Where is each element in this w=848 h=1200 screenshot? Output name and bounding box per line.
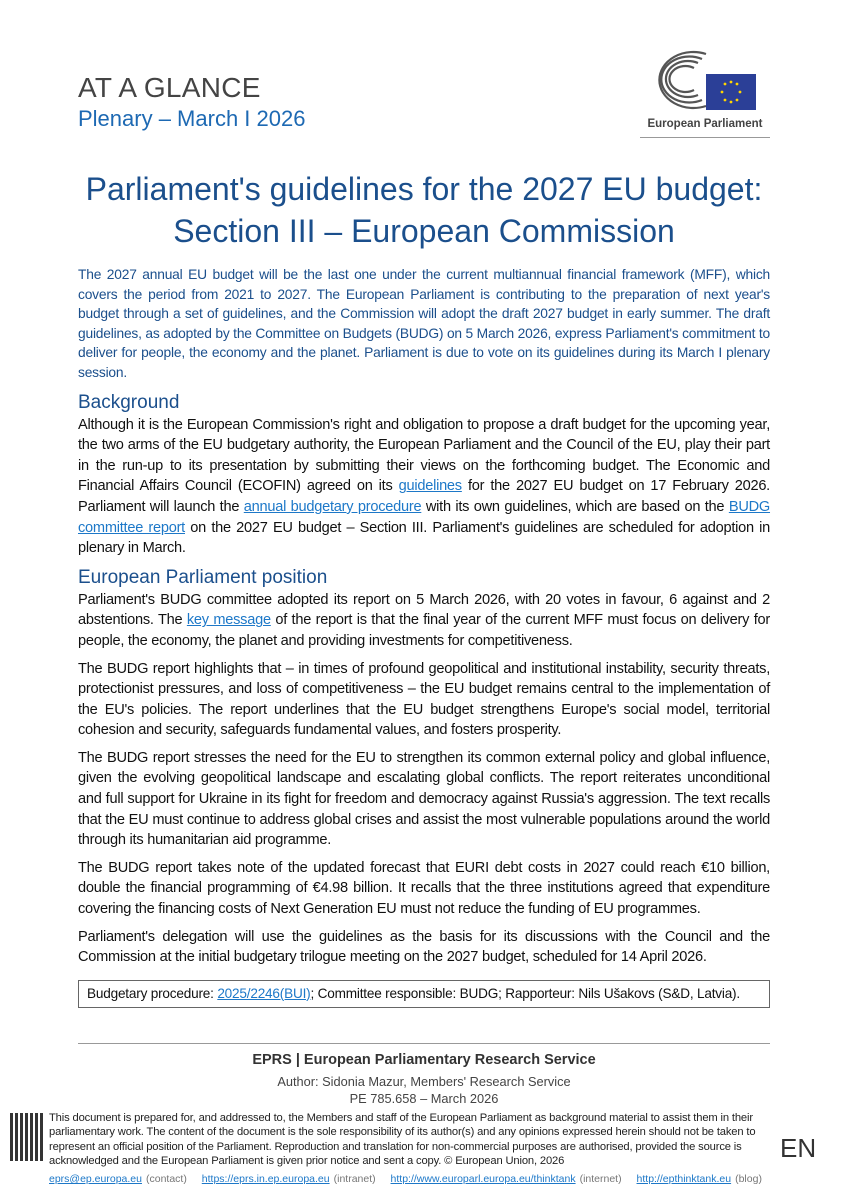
text: ; Committee responsible: BUDG; Rapporteur: Nils Ušakovs (S&D, Latvia). [310, 985, 740, 1001]
plenary-subtitle: Plenary – March I 2026 [78, 106, 306, 131]
language-code: EN [780, 1133, 817, 1164]
text: of the report is that the final year of the current MFF must focus on delivery for people, the economy, the planet and providing investments for competitiveness. [78, 612, 770, 649]
text: Although it is the European Commission's right and obligation to propose a draft budget for the upcoming year, the two arms of the EU budgetary authority, the European Parliament and the Council of the EU, play their part in the run-up to its presentation by submitting their views on the forthcoming budget. The Economic and Financial Affairs Council (ECOFIN) agreed on its [78, 416, 770, 495]
guidelines-link[interactable]: guidelines [398, 478, 462, 495]
text: Parliament's BUDG committee adopted its report on 5 March 2026, with 20 votes in favour, 6 against and 2 abstentions. The [78, 591, 770, 629]
main-body [78, 391, 770, 968]
text: for the 2027 EU budget on 17 February 2026. Parliament will launch the [78, 478, 770, 515]
author: Author: Sidonia Mazur, Members' Research Service [277, 1074, 571, 1090]
section-heading-position: European Parliament position [78, 566, 328, 588]
pe-number: PE 785.658 – March 2026 [349, 1091, 499, 1107]
position-paragraph-5: Parliament's delegation will use the guidelines as the basis for its discussions with the Council and the Commission at the initial budgetary trilogue meeting on the 2027 budget, scheduled for 14 April 2026. [78, 928, 770, 966]
link-note: (blog) [735, 1173, 762, 1185]
main-column [78, 160, 770, 1008]
position-paragraph-4: The BUDG report takes note of the updated forecast that EURI debt costs in 2027 could reach €10 billion, double the financial programming of €4.98 billion. It recalls that the three institutions agreed that expenditure covering the financing costs of Next Generation EU must not reduce the funding of EU programmes. [78, 859, 770, 918]
page-header [0, 0, 848, 160]
logo-divider [640, 137, 770, 138]
intranet-link[interactable]: https://eprs.in.ep.europa.eu [201, 1173, 330, 1185]
text: with its own guidelines, which are based on the [421, 498, 729, 515]
link-note: (internet) [579, 1173, 622, 1185]
contact-link[interactable]: eprs@ep.europa.eu [49, 1173, 142, 1185]
key-message-link[interactable]: key message [186, 612, 271, 629]
text: on the 2027 EU budget – Section III. Parliament's guidelines are scheduled for adoption in plenary in March. [78, 519, 771, 557]
page-footer [0, 1019, 848, 1186]
position-paragraph-2: The BUDG report highlights that – in times of profound geopolitical and institutional instability, security threats, protectionist pressures, and loss of competitiveness – the EU budget remains central to the implementation of the EU's policies. The report underlines that the EU budget strengthens Europe's social model, territorial cohesion and security, safeguards fundamental values, and fosters prosperity. [78, 660, 770, 739]
title-line-1: Parliament's guidelines for the 2027 EU budget: [85, 171, 763, 207]
disclaimer-row [0, 1111, 848, 1168]
blog-link[interactable]: http://epthinktank.eu [636, 1173, 732, 1185]
footer-links [0, 1172, 848, 1186]
link-note: (contact) [145, 1173, 187, 1185]
annual-procedure-link[interactable]: annual budgetary procedure [243, 498, 422, 515]
logo-text: European Parliament [647, 118, 763, 130]
procedure-link[interactable]: 2025/2246(BUI) [217, 985, 311, 1001]
section-heading-background: Background [78, 391, 180, 413]
internet-link[interactable]: http://www.europarl.europa.eu/thinktank [390, 1173, 576, 1185]
title-line-2: Section III – European Commission [173, 213, 675, 249]
footer-divider [78, 1043, 770, 1044]
qr-code-icon [10, 1113, 44, 1161]
ep-logo [640, 48, 770, 138]
budg-report-link[interactable]: BUDG committee report [78, 498, 771, 536]
text: Budgetary procedure: [87, 985, 218, 1001]
position-paragraph-3: The BUDG report stresses the need for the EU to strengthen its common external policy and global influence, given the evolving geopolitical landscape and escalating global conflicts. The report reiterates unconditional and full support for Ukraine in its fight for freedom and democracy against Russia's aggression. The text recalls that the EU must continue to address global crises and assist the most vulnerable populations around the world through its humanitarian aid programme. [78, 749, 770, 849]
procedure-box [78, 980, 770, 1008]
position-paragraph-1 [78, 590, 770, 652]
page-title [60, 168, 788, 252]
disclaimer: This document is prepared for, and addressed to, the Members and staff of the European Parliament as background material to assist them in their parliamentary work. The content of the document is the sole responsibility of its author(s) and any opinions expressed herein should not be taken to represent an official position of the Parliament. Reproduction and translation for non-commercial purposes are authorised, provided the source is acknowledged and the European Parliament is given prior notice and sent a copy. © European Union, 2026 [49, 1112, 756, 1167]
link-note: (intranet) [333, 1173, 376, 1185]
doc-type: AT A GLANCE [78, 72, 261, 103]
background-paragraph [78, 415, 770, 559]
eu-flag-icon [706, 74, 756, 110]
intro-paragraph: The 2027 annual EU budget will be the last one under the current multiannual financial framework (MFF), which covers the period from 2021 to 2027. The European Parliament is contributing to the preparation of next year's budget through a set of guidelines, and the Commission will adopt the draft 2027 budget in early summer. The draft guidelines, as adopted by the Committee on Budgets (BUDG) on 5 March 2026, express Parliament's commitment to deliver for people, the economy and the planet. Parliament is due to vote on its guidelines during its March I plenary session. [78, 267, 770, 380]
eprs-heading: EPRS | European Parliamentary Research Service [252, 1052, 596, 1069]
